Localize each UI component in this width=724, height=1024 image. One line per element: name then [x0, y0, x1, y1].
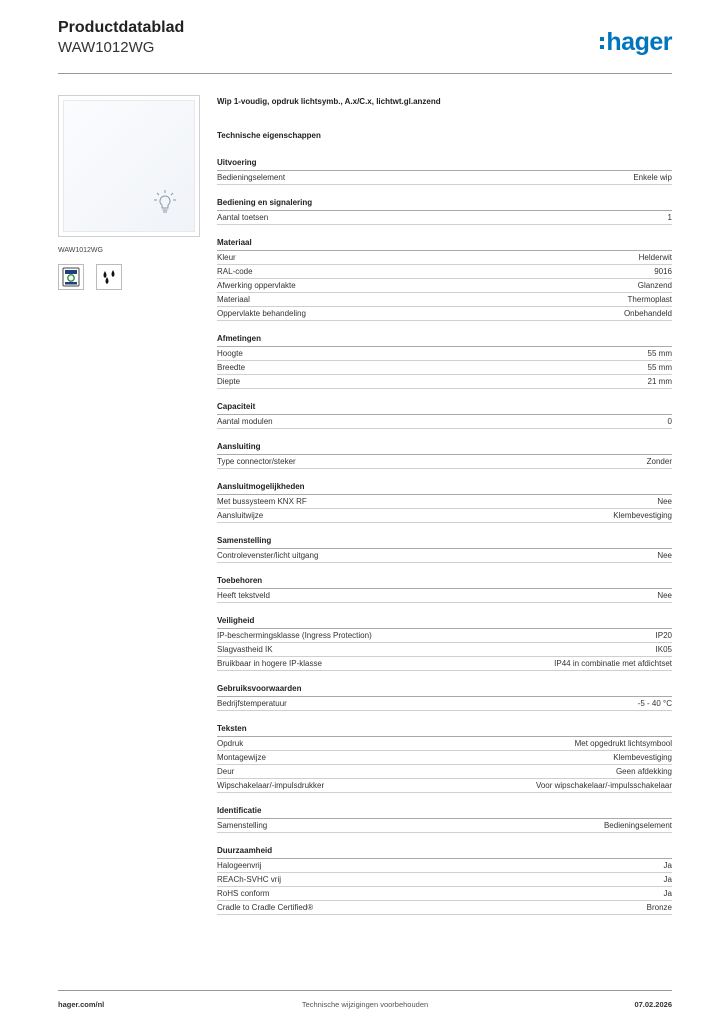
spec-label: Wipschakelaar/-impulsdrukker [217, 781, 325, 790]
footer-divider [58, 990, 672, 991]
product-description: Wip 1-voudig, opdruk lichtsymb., A.x/C.x, lichtwt.gl.anzend [217, 97, 441, 106]
spec-value: Met opgedrukt lichtsymbool [574, 739, 672, 748]
spec-label: RAL-code [217, 267, 253, 276]
spec-label: Heeft tekstveld [217, 591, 270, 600]
spec-section [217, 723, 672, 793]
spec-section [217, 845, 672, 915]
spec-section [217, 481, 672, 523]
section-title: Samenstelling [217, 535, 672, 549]
spec-value: 0 [667, 417, 672, 426]
spec-row [217, 279, 672, 293]
section-title: Aansluitmogelijkheden [217, 481, 672, 495]
spec-section [217, 535, 672, 563]
logo-text: hager [606, 28, 672, 56]
spec-row [217, 751, 672, 765]
spec-section [217, 575, 672, 603]
spec-value: Zonder [646, 457, 672, 466]
spec-label: Controlevenster/licht uitgang [217, 551, 319, 560]
specifications-column [217, 96, 672, 915]
section-title: Materiaal [217, 237, 672, 251]
spec-section [217, 237, 672, 321]
spec-label: Bedieningselement [217, 173, 286, 182]
spec-value: Nee [657, 591, 672, 600]
spec-section [217, 441, 672, 469]
spec-row [217, 171, 672, 185]
spec-value: 9016 [654, 267, 672, 276]
spec-value: 1 [667, 213, 672, 222]
spec-label: Opdruk [217, 739, 244, 748]
spec-label: Aantal toetsen [217, 213, 269, 222]
section-title: Afmetingen [217, 333, 672, 347]
spec-row [217, 347, 672, 361]
section-title: Gebruiksvoorwaarden [217, 683, 672, 697]
spec-value: Klembevestiging [613, 511, 672, 520]
spec-row [217, 697, 672, 711]
spec-row [217, 307, 672, 321]
spec-row [217, 455, 672, 469]
spec-label: Breedte [217, 363, 246, 372]
spec-row [217, 211, 672, 225]
spec-row [217, 629, 672, 643]
spec-label: Halogeenvrij [217, 861, 262, 870]
footer-disclaimer: Technische wijzigingen voorbehouden [301, 1000, 429, 1009]
spec-label: REACh-SVHC vrij [217, 875, 282, 884]
spec-row [217, 765, 672, 779]
spec-row [217, 251, 672, 265]
spec-value: 21 mm [647, 377, 672, 386]
logo-dots-icon [600, 37, 604, 49]
section-title: Uitvoering [217, 157, 672, 171]
spec-value: Nee [657, 551, 672, 560]
spec-label: Deur [217, 767, 235, 776]
spec-row [217, 779, 672, 793]
page-header [58, 18, 672, 66]
spec-row [217, 495, 672, 509]
spec-row [217, 737, 672, 751]
section-title: Veiligheid [217, 615, 672, 629]
spec-label: Aantal modulen [217, 417, 273, 426]
section-title: Aansluiting [217, 441, 672, 455]
spec-label: Met bussysteem KNX RF [217, 497, 307, 506]
spec-row [217, 887, 672, 901]
section-title: Bediening en signalering [217, 197, 672, 211]
spec-row [217, 375, 672, 389]
spec-label: IP-beschermingsklasse (Ingress Protection) [217, 631, 372, 640]
footer-website-link[interactable]: hager.com/nl [58, 1000, 105, 1009]
spec-section [217, 157, 672, 185]
document-title: Productdatablad [58, 19, 185, 36]
spec-value: Geen afdekking [615, 767, 672, 776]
spec-value: Voor wipschakelaar/-impulsschakelaar [535, 781, 672, 790]
spec-value: Bedieningselement [603, 821, 672, 830]
spec-value: Glanzend [637, 281, 672, 290]
spec-label: Materiaal [217, 295, 250, 304]
spec-label: Aansluitwijze [217, 511, 264, 520]
spec-value: Ja [663, 861, 672, 870]
spec-row [217, 415, 672, 429]
switch-plate [63, 100, 195, 232]
spec-section [217, 615, 672, 671]
spec-row [217, 509, 672, 523]
header-divider [58, 73, 672, 74]
spec-section [217, 333, 672, 389]
footer-date: 07.02.2026 [634, 1000, 672, 1009]
hager-logo[interactable] [600, 28, 672, 56]
spec-value: Klembevestiging [613, 753, 672, 762]
spec-value: IK05 [655, 645, 672, 654]
spec-section [217, 805, 672, 833]
section-title: Identificatie [217, 805, 672, 819]
spec-label: Diepte [217, 377, 241, 386]
spec-row [217, 657, 672, 671]
spec-label: Kleur [217, 253, 236, 262]
section-title: Teksten [217, 723, 672, 737]
spec-label: Type connector/steker [217, 457, 296, 466]
recycling-label-icon [58, 264, 84, 290]
spec-value: 55 mm [647, 349, 672, 358]
spec-row [217, 265, 672, 279]
spec-value: Ja [663, 889, 672, 898]
spec-value: IP20 [655, 631, 672, 640]
spec-label: Samenstelling [217, 821, 268, 830]
spec-row [217, 643, 672, 657]
spec-value: Bronze [646, 903, 672, 912]
spec-value: 55 mm [647, 363, 672, 372]
section-title: Toebehoren [217, 575, 672, 589]
spec-label: Montagewijze [217, 753, 266, 762]
spec-label: Slagvastheid IK [217, 645, 273, 654]
spec-section [217, 401, 672, 429]
spec-label: Afwerking oppervlakte [217, 281, 296, 290]
spec-row [217, 589, 672, 603]
spec-label: RoHS conform [217, 889, 270, 898]
lightbulb-icon [152, 189, 178, 217]
badge-row [58, 264, 200, 290]
spec-section [217, 683, 672, 711]
spec-row [217, 901, 672, 915]
spec-value: Thermoplast [627, 295, 672, 304]
spec-label: Cradle to Cradle Certified® [217, 903, 314, 912]
spec-value: IP44 in combinatie met afdichtset [554, 659, 672, 668]
section-title: Duurzaamheid [217, 845, 672, 859]
section-title: Capaciteit [217, 401, 672, 415]
spec-value: -5 - 40 °C [637, 699, 672, 708]
spec-row [217, 293, 672, 307]
product-code: WAW1012WG [58, 39, 155, 56]
spec-value: Ja [663, 875, 672, 884]
spec-value: Helderwit [638, 253, 672, 262]
spec-row [217, 873, 672, 887]
product-image [58, 95, 200, 237]
spec-section [217, 197, 672, 225]
spec-row [217, 859, 672, 873]
spec-row [217, 361, 672, 375]
technical-properties-title: Technische eigenschappen [217, 131, 321, 140]
water-drops-icon [96, 264, 122, 290]
spec-value: Nee [657, 497, 672, 506]
spec-label: Oppervlakte behandeling [217, 309, 306, 318]
spec-value: Onbehandeld [623, 309, 672, 318]
image-caption: WAW1012WG [58, 247, 103, 254]
spec-row [217, 819, 672, 833]
spec-label: Hoogte [217, 349, 243, 358]
spec-label: Bedrijfstemperatuur [217, 699, 287, 708]
spec-row [217, 549, 672, 563]
product-visual-column [58, 95, 200, 290]
spec-sections [217, 157, 672, 915]
spec-label: Bruikbaar in hogere IP-klasse [217, 659, 322, 668]
spec-value: Enkele wip [633, 173, 672, 182]
